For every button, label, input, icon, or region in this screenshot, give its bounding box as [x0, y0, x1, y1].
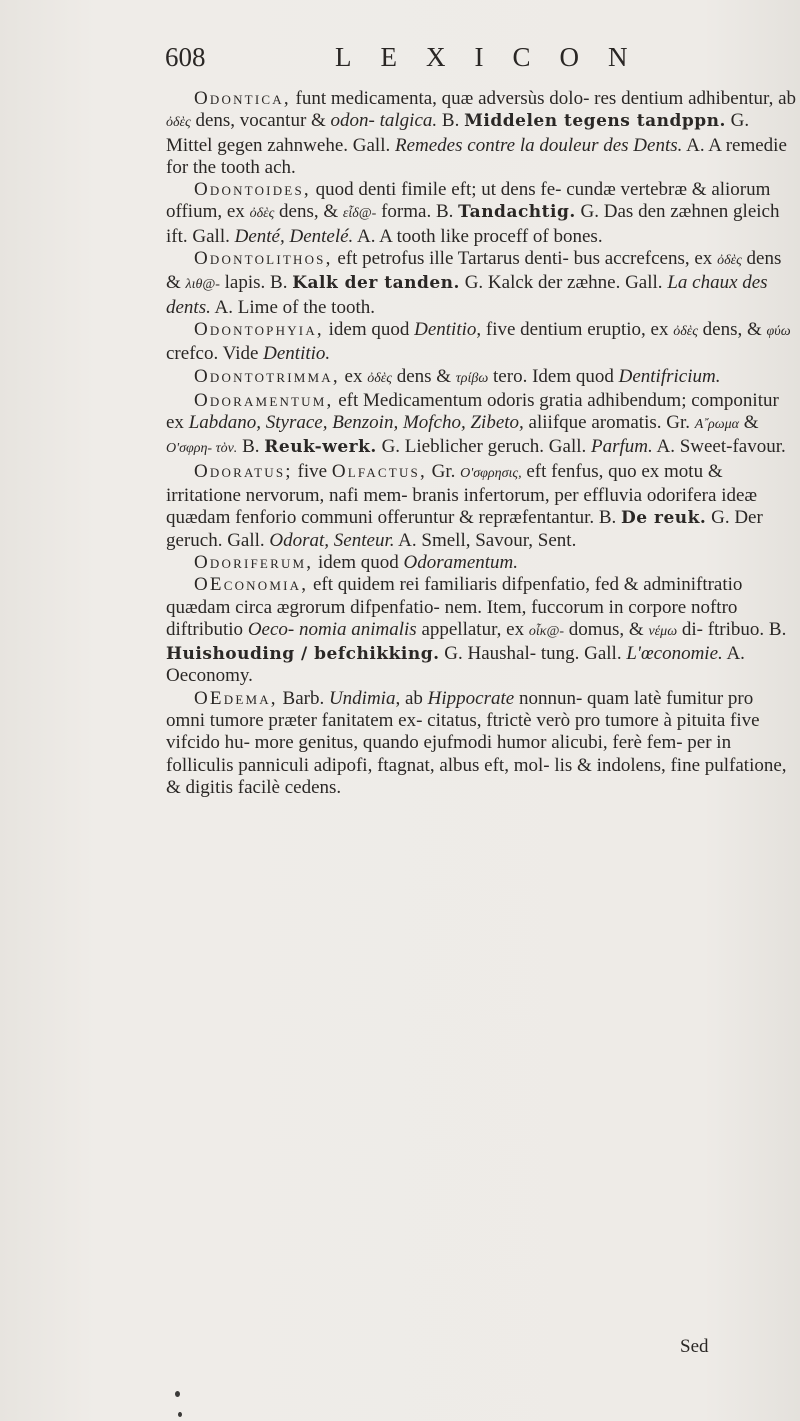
headword: Odoratus; [194, 460, 293, 482]
headword: OEconomia, [194, 574, 309, 596]
entry-odoriferum: Odoriferum, idem quod Odoramentum. [194, 551, 519, 573]
greek-word: Α῎ρωμα [694, 417, 739, 433]
greek-word: ὀδὲς [673, 323, 698, 339]
running-header [165, 42, 657, 82]
entry-odoratus: Odoratus; five Olfactus, Gr. Ο'σφρησις, eft fenfus, quo ex motu & irritatione nervorum, nafi mem- branis infertorum, per effluvia odorifera ideæ quædam fenforio communi offeruntur & repræfentantur. B. De reuk. G. Der geruch. Gall. Odorat, Senteur. A. Smell, Savour, Sent. [166, 460, 763, 551]
french-term: La chaux des dents. [166, 272, 768, 318]
greek-word: ὀδὲς [367, 370, 392, 386]
italic-term: Dentitio [414, 318, 477, 340]
ink-speck [178, 1412, 182, 1417]
italic-term: Hippocrate [427, 687, 515, 709]
greek-word: οἶκ@- [528, 623, 564, 639]
french-term: Denté, Dentelé. [234, 225, 354, 247]
page-number: 608 [165, 42, 206, 72]
greek-word: λιθ@- [185, 277, 220, 293]
dutch-blackletter: Middelen tegens tandppn. [464, 111, 726, 132]
greek-word: φύω [766, 323, 791, 339]
french-term: Parfum. [591, 436, 653, 458]
headword: Odontolithos, [194, 248, 333, 270]
dutch-blackletter: Tandachtig. [458, 202, 576, 223]
french-term: Remedes contre la douleur des Dents. [394, 134, 683, 156]
running-title: LEXICON [335, 42, 657, 72]
french-term: L'œconomie. [626, 643, 723, 665]
headword: Odontotrimma, [194, 365, 340, 387]
headword: Odontophyia, [194, 318, 324, 340]
dutch-blackletter: De reuk. [621, 508, 707, 529]
greek-word: ὀδὲς [249, 206, 275, 222]
italic-term: Undimia [328, 687, 396, 709]
italic-term: Dentitio. [263, 343, 331, 365]
greek-word: τρίβω [455, 370, 489, 386]
entry-oedema: OEdema, Barb. Undimia, ab Hippocrate nonnun- quam latè fumitur pro omni tumore præter fanitatem ex- citatus, ftrictè verò pro tumore à pituita five vifcido hu- more genitus, quando ejufmodi humor alicubi, ferè fem- per in folliculis panniculi adipofi, ftagnat, albus eft, mol- lis & indolens, fine pulfatione, & digitis facilè cedens. [166, 687, 787, 798]
dictionary-body [166, 88, 796, 799]
italic-term: Dentifricium. [618, 365, 721, 387]
entry-odoramentum: Odoramentum, eft Medicamentum odoris gratia adhibendum; componitur ex Labdano, Styrace, Benzoin, Mofcho, Zibeto, aliifque aromatis. Gr. Α῎ρωμα & Ο'σφρη- τὸν. B. Reuk-werk. G. Lieblicher geruch. Gall. Parfum. A. Sweet-favour. [166, 389, 786, 458]
greek-word: εἶδ@- [342, 206, 377, 222]
greek-word: ὀδὲς [717, 253, 742, 269]
greek-word: ὀδὲς [166, 115, 191, 131]
italic-term: Oeco- nomia animalis [247, 618, 417, 640]
headword: Odoramentum, [194, 389, 334, 411]
entry-odontophyia: Odontophyia, idem quod Dentitio, five dentium eruptio, ex ὀδὲς dens, & φύω crefco. Vide Dentitio. [166, 318, 791, 365]
entry-oeconomia: OEconomia, eft quidem rei familiaris difpenfatio, fed & adminiftratio quædam circa ægrorum difpenfatio- nem. Item, fuccorum in corpore noftro diftributio Oeco- nomia animalis appellatur, ex οἶκ@- domus, & νέμω di- ftribuo. B. Huishouding / befchikking. G. Haushal- tung. Gall. L'œconomie. A. Oeconomy. [166, 574, 787, 687]
entry-odontoides: Odontoides, quod denti fimile eft; ut dens fe- cundæ vertebræ & aliorum offium, ex ὀδὲς dens, & εἶδ@- forma. B. Tandachtig. G. Das den zæhnen gleich ift. Gall. Denté, Dentelé. A. A tooth like proceff of bones. [166, 179, 780, 247]
greek-word: Ο'σφρησις, [460, 465, 522, 481]
entry-odontolithos: Odontolithos, eft petrofus ille Tartarus denti- bus accrefcens, ex ὀδὲς dens & λιθ@- lapis. B. Kalk der tanden. G. Kalck der zæhne. Gall. La chaux des dents. A. Lime of the tooth. [166, 248, 782, 318]
dutch-blackletter: Huishouding / befchikking. [166, 644, 440, 665]
italic-term: Labdano, Styrace, Benzoin, Mofcho, Zibeto, [188, 412, 524, 434]
catchword: Sed [680, 1336, 709, 1357]
entry-odontica: Odontica, funt medicamenta, quæ adversùs dolo- res dentium adhibentur, ab ὀδὲς dens, vocantur & odon- talgica. B. Middelen tegens tandppn. G. Mittel gegen zahnwehe. Gall. Remedes contre la douleur des Dents. A. A remedie for the tooth ach. [166, 88, 797, 178]
italic-term: Odoramentum. [403, 551, 519, 573]
headword: Odontoides, [194, 179, 311, 201]
italic-term: odon- talgica. [330, 110, 438, 132]
headword: OEdema, [194, 687, 278, 709]
greek-word: νέμω [648, 623, 678, 639]
headword: Odontica, [194, 88, 291, 109]
french-term: Odorat, Senteur. [269, 529, 395, 551]
dutch-blackletter: Reuk-werk. [264, 437, 377, 458]
dutch-blackletter: Kalk der tanden. [292, 273, 460, 294]
entry-odontotrimma: Odontotrimma, ex ὀδὲς dens & τρίβω tero. Idem quod Dentifricium. [194, 365, 721, 387]
greek-word: Ο'σφρη- τὸν. [166, 441, 238, 457]
headword: Odoriferum, [194, 551, 314, 573]
ink-speck [175, 1391, 180, 1397]
headword-secondary: Olfactus, [331, 460, 427, 482]
